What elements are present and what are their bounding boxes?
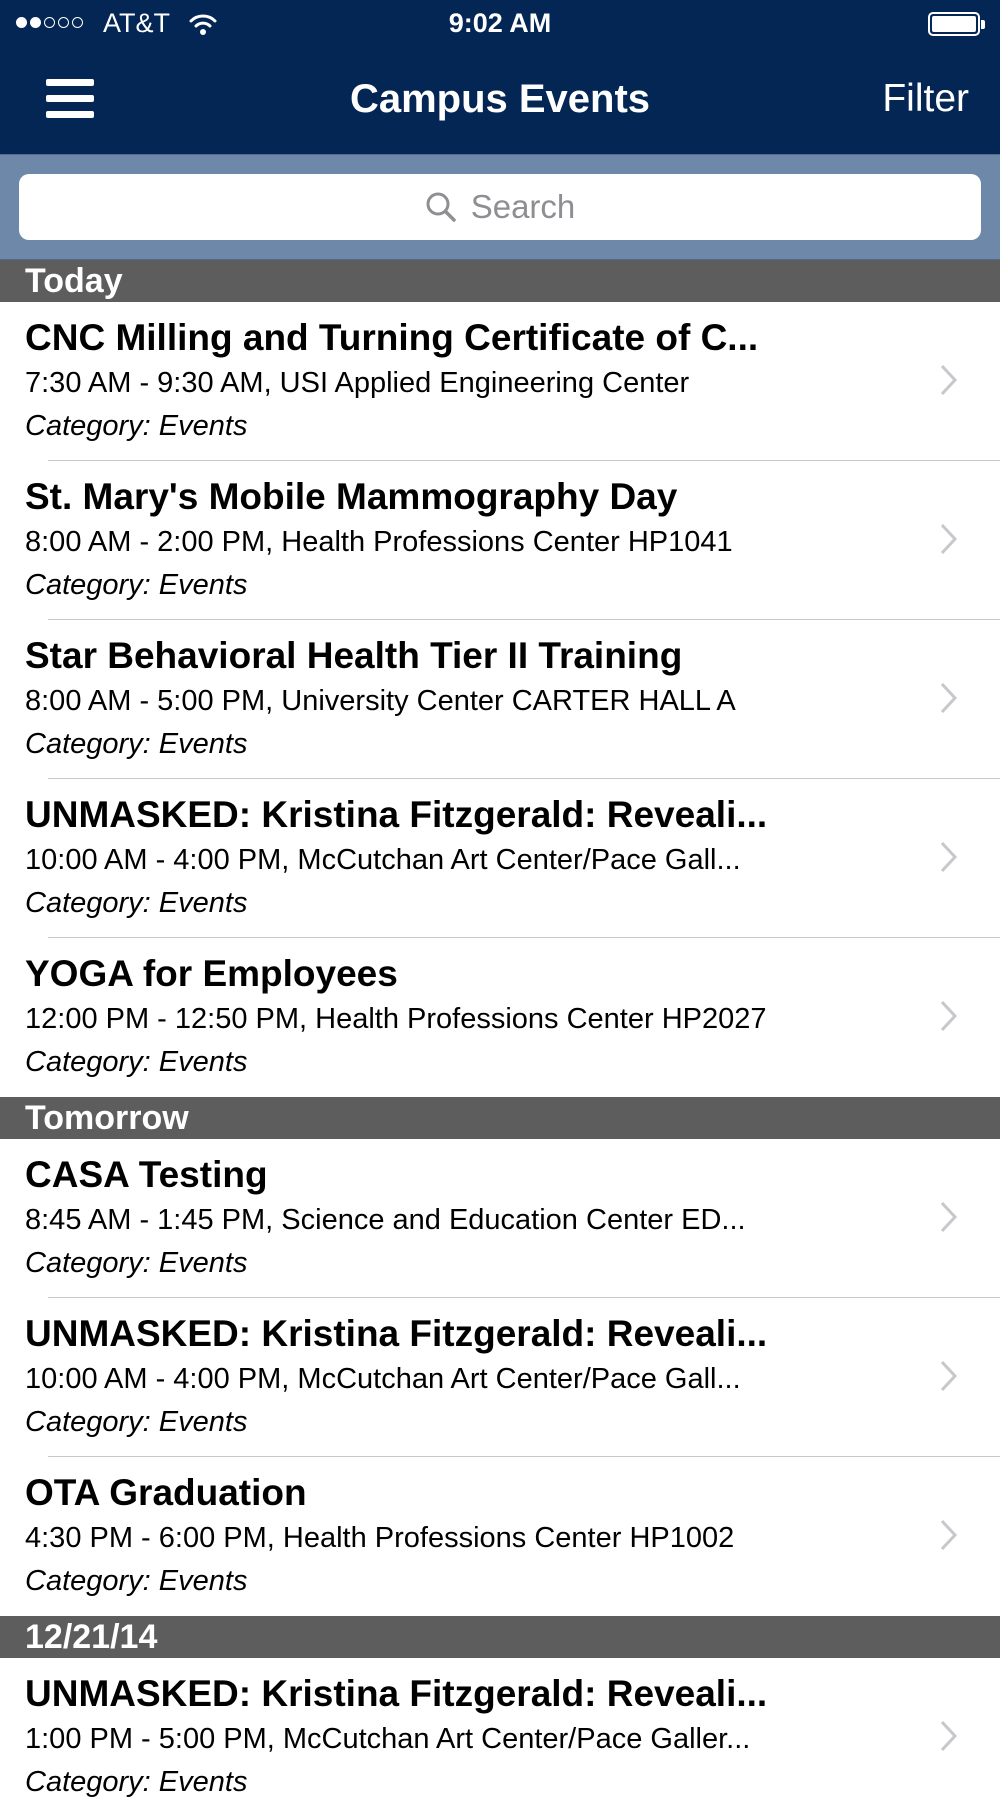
event-title: Star Behavioral Health Tier II Training bbox=[25, 635, 683, 676]
status-time: 9:02 AM bbox=[448, 8, 552, 38]
event-title: CNC Milling and Turning Certificate of C... bbox=[25, 317, 759, 358]
chevron-right-icon bbox=[940, 364, 958, 396]
event-category: Category: Events bbox=[25, 1247, 248, 1279]
event-time-location: 4:30 PM - 6:00 PM, Health Professions Center HP1002 bbox=[25, 1522, 735, 1554]
search-icon bbox=[425, 191, 457, 223]
event-time-location: 8:00 AM - 5:00 PM, University Center CARTER HALL A bbox=[25, 685, 736, 717]
event-category: Category: Events bbox=[25, 1766, 248, 1798]
event-row[interactable] bbox=[0, 1658, 1000, 1817]
chevron-right-icon bbox=[940, 682, 958, 714]
chevron-right-icon bbox=[940, 841, 958, 873]
event-time-location: 8:00 AM - 2:00 PM, Health Professions Center HP1041 bbox=[25, 526, 733, 558]
chevron-right-icon bbox=[940, 523, 958, 555]
event-time-location: 8:45 AM - 1:45 PM, Science and Education Center ED... bbox=[25, 1204, 746, 1236]
filter-button[interactable]: Filter bbox=[882, 77, 969, 120]
top-bar bbox=[0, 0, 1000, 154]
section-header: Today bbox=[0, 260, 1000, 302]
battery-icon bbox=[928, 12, 986, 38]
navigation-bar bbox=[0, 50, 1000, 154]
event-title: UNMASKED: Kristina Fitzgerald: Reveali... bbox=[25, 1673, 768, 1714]
event-row[interactable] bbox=[0, 779, 1000, 938]
event-category: Category: Events bbox=[25, 728, 248, 760]
event-title: St. Mary's Mobile Mammography Day bbox=[25, 476, 678, 517]
event-row[interactable] bbox=[0, 1139, 1000, 1298]
chevron-right-icon bbox=[940, 1360, 958, 1392]
search-input[interactable] bbox=[19, 174, 981, 240]
search-placeholder: Search bbox=[470, 188, 576, 225]
page-title: Campus Events bbox=[349, 77, 651, 121]
event-category: Category: Events bbox=[25, 569, 248, 601]
event-row[interactable] bbox=[0, 938, 1000, 1097]
event-row[interactable] bbox=[0, 1457, 1000, 1616]
search-bar bbox=[0, 154, 1000, 260]
chevron-right-icon bbox=[940, 1519, 958, 1551]
chevron-right-icon bbox=[940, 1201, 958, 1233]
event-category: Category: Events bbox=[25, 1046, 248, 1078]
event-title: UNMASKED: Kristina Fitzgerald: Reveali... bbox=[25, 1313, 768, 1354]
chevron-right-icon bbox=[940, 1000, 958, 1032]
event-list[interactable] bbox=[0, 260, 1000, 1817]
event-title: UNMASKED: Kristina Fitzgerald: Reveali... bbox=[25, 794, 768, 835]
event-row[interactable] bbox=[0, 620, 1000, 779]
section-header: 12/21/14 bbox=[0, 1616, 1000, 1658]
event-category: Category: Events bbox=[25, 1565, 248, 1597]
event-category: Category: Events bbox=[25, 1406, 248, 1438]
event-time-location: 7:30 AM - 9:30 AM, USI Applied Engineering Center bbox=[25, 367, 690, 399]
event-category: Category: Events bbox=[25, 887, 248, 919]
status-bar bbox=[0, 0, 1000, 50]
event-time-location: 1:00 PM - 5:00 PM, McCutchan Art Center/Pace Galler... bbox=[25, 1723, 751, 1755]
event-title: YOGA for Employees bbox=[25, 953, 398, 994]
event-row[interactable] bbox=[0, 302, 1000, 461]
event-time-location: 12:00 PM - 12:50 PM, Health Professions Center HP2027 bbox=[25, 1003, 767, 1035]
event-row[interactable] bbox=[0, 1298, 1000, 1457]
event-time-location: 10:00 AM - 4:00 PM, McCutchan Art Center/Pace Gall... bbox=[25, 844, 741, 876]
event-time-location: 10:00 AM - 4:00 PM, McCutchan Art Center/Pace Gall... bbox=[25, 1363, 741, 1395]
event-title: CASA Testing bbox=[25, 1154, 268, 1195]
section-header: Tomorrow bbox=[0, 1097, 1000, 1139]
event-category: Category: Events bbox=[25, 410, 248, 442]
event-title: OTA Graduation bbox=[25, 1472, 307, 1513]
event-row[interactable] bbox=[0, 461, 1000, 620]
carrier-name: AT&T bbox=[103, 8, 170, 38]
chevron-right-icon bbox=[940, 1720, 958, 1752]
